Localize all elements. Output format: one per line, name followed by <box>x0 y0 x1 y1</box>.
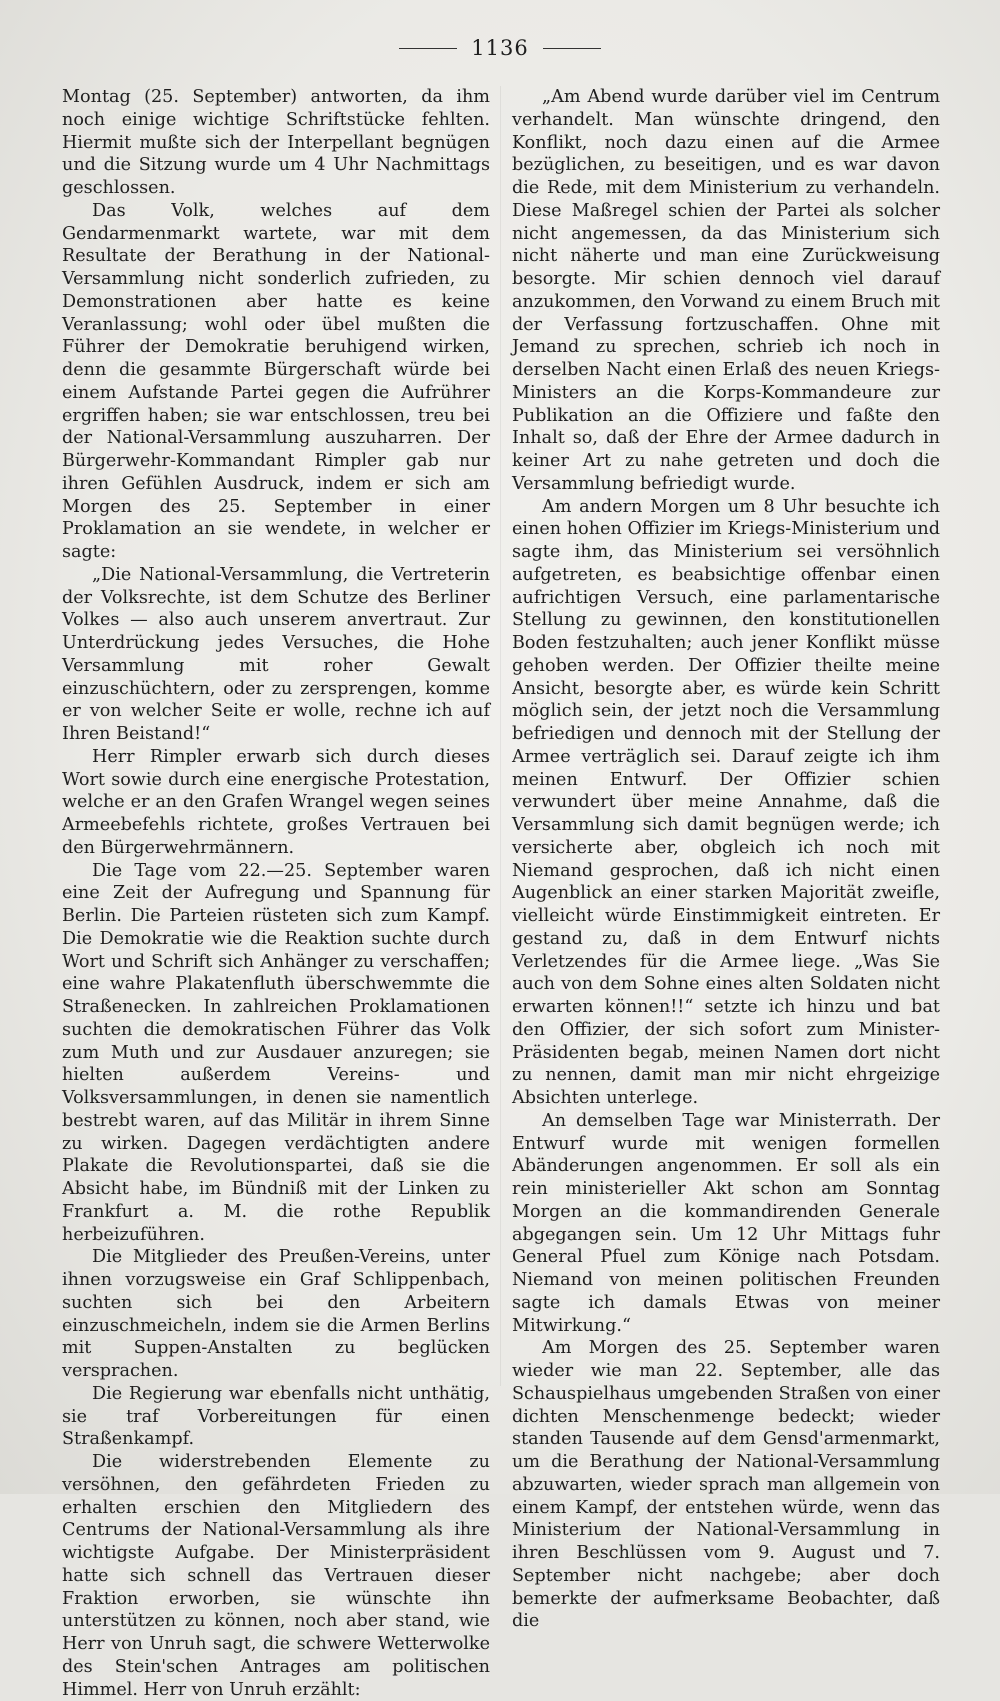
page-header <box>0 36 1000 60</box>
left-paragraph-6: Die Mitglieder des Preußen-Vereins, unter ihnen vorzugsweise ein Graf Schlippenbach, suchten sich bei den Arbeitern einzuschmeicheln, indem sie die Armen Berlins mit Suppen-Anstalten zu beglücken versprachen. <box>62 1247 490 1381</box>
left-paragraph-1: Montag (25. September) antworten, da ihm noch einige wichtige Schriftstücke fehlten. Hiermit mußte sich der Interpellant begnügen und die Sitzung wurde um 4 Uhr Nachmittags geschlossen. <box>62 87 490 198</box>
right-paragraph-1: „Am Abend wurde darüber viel im Centrum verhandelt. Man wünschte dringend, den Konflikt, noch dazu einen auf die Armee bezüglichen, zu beseitigen, und es war davon die Rede, mit dem Ministerium zu verhandeln. Diese Maßregel schien der Partei als solcher nicht angemessen, da das Ministerium sich nicht näherte und man eine Zurückweisung besorgte. Mir schien dennoch viel darauf anzukommen, den Vorwand zu einem Bruch mit der Verfassung fortzuschaffen. Ohne mit Jemand zu sprechen, schrieb ich noch in derselben Nacht einen Erlaß des neuen Kriegs-Ministers an die Korps-Kommandeure zur Publikation an die Offiziere und faßte den Inhalt so, daß der Ehre der Armee dadurch in keiner Art zu nahe getreten und doch die Versammlung befriedigt wurde. <box>512 87 940 494</box>
left-column <box>62 86 490 1701</box>
header-rule-left <box>399 48 457 49</box>
left-paragraph-2: Das Volk, welches auf dem Gendarmenmarkt wartete, war mit dem Resultate der Berathung in der National-Versammlung nicht sonderlich zufrieden, zu Demonstrationen aber hatte es keine Veranlassung; wohl oder übel mußten die Führer der Demokratie beruhigend wirken, denn die gesammte Bürgerschaft würde bei einem Aufstande Partei gegen die Aufrührer ergriffen haben; sie war entschlossen, treu bei der National-Versammlung auszuharren. Der Bürgerwehr-Kommandant Rimpler gab nur ihren Gefühlen Ausdruck, indem er sich am Morgen des 25. September in einer Proklamation an sie wendete, in welcher er sagte: <box>62 200 490 562</box>
header-rule-right <box>543 48 601 49</box>
right-paragraph-3: An demselben Tage war Ministerrath. Der Entwurf wurde mit wenigen formellen Abänderungen angenommen. Er soll als ein rein ministerieller Akt schon am Sonntag Morgen an die kommandirenden Generale abgegangen sein. Um 12 Uhr Mittags fuhr General Pfuel zum Könige nach Potsdam. Niemand von meinen politischen Freunden sagte ich damals Etwas von meiner Mitwirkung.“ <box>512 1110 940 1336</box>
right-paragraph-2: Am andern Morgen um 8 Uhr besuchte ich einen hohen Offizier im Kriegs-Ministerium und sagte ihm, das Ministerium sei versöhnlich aufgetreten, es beabsichtige offenbar einen aufrichtigen Versuch, eine parlamentarische Stellung zu gewinnen, den konstitutionellen Boden festzuhalten; auch jener Konflikt müsse gehoben werden. Der Offizier theilte meine Ansicht, besorgte aber, es würde kein Schritt möglich sein, der jetzt noch die Versammlung befriedigen und dennoch mit der Stellung der Armee verträglich sei. Darauf zeigte ich ihm meinen Entwurf. Der Offizier schien verwundert über meine Annahme, daß die Versammlung sich damit begnügen werde; ich versicherte aber, obgleich ich noch mit Niemand gesprochen, daß ich nicht einen Augenblick an einer starken Majorität zweifle, vielleicht würde Einstimmigkeit eintreten. Er gestand zu, daß in dem Entwurf nichts Verletzendes für die Armee liege. „Was Sie auch von dem Sohne eines alten Soldaten nicht erwarten können!!“ setzte ich hinzu und bat den Offizier, der sich sofort zum Minister-Präsidenten begab, meinen Namen dort nicht zu nennen, damit man mir nicht ehrgeizige Absichten unterlege. <box>512 496 940 1108</box>
left-paragraph-5: Die Tage vom 22.—25. September waren eine Zeit der Aufregung und Spannung für Berlin. Die Parteien rüsteten sich zum Kampf. Die Demokratie wie die Reaktion suchte durch Wort und Schrift sich Anhänger zu verschaffen; eine wahre Plakatenfluth überschwemmte die Straßenecken. In zahlreichen Proklamationen suchten die demokratischen Führer das Volk zum Muth und zur Ausdauer anzuregen; sie hielten außerdem Vereins- und Volksversammlungen, in denen sie namentlich bestrebt waren, auf das Militär in ihrem Sinne zu wirken. Dagegen verdächtigten andere Plakate die Revolutionspartei, daß sie die Absicht habe, im Bündniß mit der Linken zu Frankfurt a. M. die rothe Republik herbeizuführen. <box>62 860 490 1245</box>
column-gutter <box>500 86 501 1386</box>
left-paragraph-8: Die widerstrebenden Elemente zu versöhnen, den gefährdeten Frieden zu erhalten erschien den Mitgliedern des Centrums der National-Versammlung als ihre wichtigste Aufgabe. Der Ministerpräsident hatte sich schnell das Vertrauen dieser Fraktion erworben, sie wünschte ihn unterstützen zu können, noch aber stand, wie Herr von Unruh sagt, die schwere Wetterwolke des Stein'schen Antrages am politischen Himmel. Herr von Unruh erzählt: <box>62 1452 490 1700</box>
page-number: 1136 <box>471 36 529 60</box>
left-paragraph-7: Die Regierung war ebenfalls nicht unthätig, sie traf Vorbereitungen für einen Straßenkampf. <box>62 1383 490 1450</box>
right-paragraph-4: Am Morgen des 25. September waren wieder wie man 22. September, alle das Schauspielhaus umgebenden Straßen von einer dichten Menschenmenge bedeckt; wieder standen Tausende auf dem Gensd'armenmarkt, um die Berathung der National-Versammlung abzuwarten, wieder sprach man allgemein von einem Kampf, der entstehen würde, wenn das Ministerium der National-Versammlung in ihren Beschlüssen vom 9. August und 7. September nicht nachgebe; aber doch bemerkte der aufmerksame Beobachter, daß die <box>512 1338 940 1632</box>
left-paragraph-4: Herr Rimpler erwarb sich durch dieses Wort sowie durch eine energische Protestation, welche er an den Grafen Wrangel wegen seines Armeebefehls richtete, großes Vertrauen bei den Bürgerwehrmännern. <box>62 746 490 858</box>
left-paragraph-3: „Die National-Versammlung, die Vertreterin der Volksrechte, ist dem Schutze des Berliner Volkes — also auch unserem anvertraut. Zur Unterdrückung jedes Versuches, die Hohe Versammlung mit roher Gewalt einzuschüchtern, oder zu zersprengen, komme er von welcher Seite er wolle, rechne ich auf Ihren Beistand!“ <box>62 564 490 744</box>
right-column <box>512 86 940 1633</box>
